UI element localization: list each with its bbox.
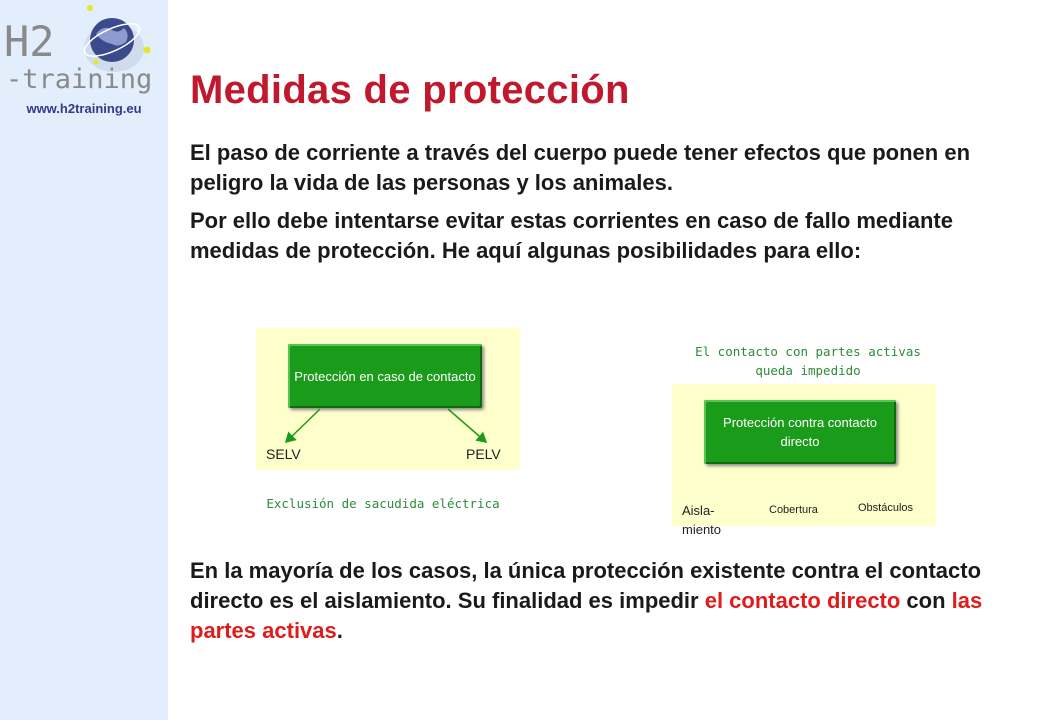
caption-shock-exclusion: Exclusión de sacudida eléctrica xyxy=(266,496,500,511)
paragraph-effects: El paso de corriente a través del cuerpo puede tener efectos que ponen en peligro la vida de las personas y los animales. xyxy=(190,140,971,195)
label-obstacles: Obstáculos xyxy=(858,502,914,514)
arrow-to-selv xyxy=(286,409,320,442)
box-protection-on-contact: Protección en caso de contacto xyxy=(288,344,482,408)
label-selv: SELV xyxy=(266,446,301,462)
label-pelv: PELV xyxy=(466,446,501,462)
site-url[interactable]: www.h2training.eu xyxy=(26,101,142,116)
caption-contact-prevented-line2: queda impedido xyxy=(755,363,861,378)
label-insulation-line1: Aisla- xyxy=(682,503,715,518)
box-direct-contact-protection: Protección contra contacto directo xyxy=(704,400,896,464)
paragraph-insulation-text-3: . xyxy=(336,618,343,643)
page-title: Medidas de protección xyxy=(190,68,630,112)
paragraph-insulation-text-1: En la mayoría de los casos, la única protección existente contra el contacto directo es el aislamiento. Su finalidad es impedir xyxy=(190,558,982,613)
label-cover: Cobertura xyxy=(769,504,818,516)
label-insulation-line2: miento xyxy=(682,522,722,537)
paragraph-protection-measures: Por ello debe intentarse evitar estas corrientes en caso de fallo mediante medidas de protección. He aquí algunas posibilidades para ello: xyxy=(190,208,953,263)
logo-training-text: -training xyxy=(6,64,153,95)
arrow-to-pelv xyxy=(448,409,486,442)
logo-h2-text: H2 xyxy=(4,17,55,66)
highlight-active-parts: las partes activas xyxy=(190,588,983,643)
caption-contact-prevented-line1: El contacto con partes activas xyxy=(695,344,921,359)
highlight-direct-contact: el contacto directo xyxy=(704,588,901,613)
paragraph-insulation-text-2: con xyxy=(900,588,952,613)
